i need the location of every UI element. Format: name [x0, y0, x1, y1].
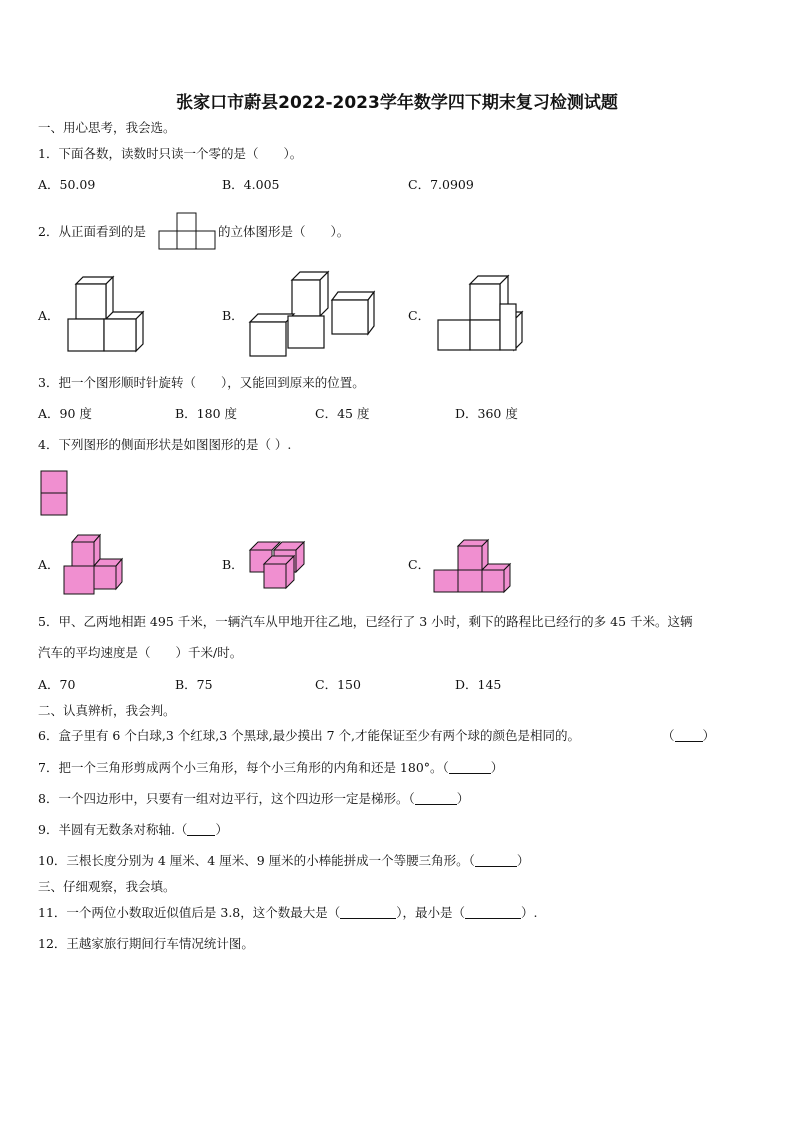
question-2-stem-before: 2．从正面看到的是 — [38, 224, 146, 239]
q1-option-c[interactable]: C．7.0909 — [408, 177, 474, 192]
question-5-stem-line2: 汽车的平均速度是（ ）千米/时。 — [38, 645, 243, 660]
question-3-stem: 3．把一个图形顺时针旋转（ ），又能回到原来的位置。 — [38, 375, 365, 390]
q2-option-c[interactable]: C． — [408, 308, 431, 323]
question-11-text: 11．一个两位小数取近似值后是 3.8，这个数最大是（ ），最小是（ ）. — [38, 905, 538, 920]
page-title: 张家口市蔚县2022-2023学年数学四下期末复习检测试题 — [176, 93, 618, 113]
q7-answer-blank[interactable] — [449, 761, 491, 774]
q6-answer-blank[interactable]: （ ） — [662, 728, 716, 743]
q4-option-b[interactable]: B． — [222, 557, 244, 572]
front-view-figure — [158, 212, 216, 250]
q2-cube-figure-a[interactable] — [66, 276, 146, 354]
question-1-stem: 1．下面各数，读数时只读一个零的是（ ）。 — [38, 146, 303, 161]
q3-option-a[interactable]: A．90 度 — [38, 406, 92, 421]
question-2-stem-after: 的立体图形是（ ）。 — [218, 224, 350, 239]
question-4-stem: 4．下列图形的侧面形状是如图图形的是（ ）. — [38, 437, 292, 452]
q4-option-c[interactable]: C． — [408, 557, 431, 572]
section-1-heading: 一、用心思考，我会选。 — [38, 120, 176, 135]
q5-option-b[interactable]: B．75 — [175, 677, 213, 692]
q4-cube-figure-a[interactable] — [62, 532, 128, 598]
q10-answer-blank[interactable] — [475, 854, 517, 867]
q2-option-a[interactable]: A． — [38, 308, 60, 323]
q3-option-c[interactable]: C．45 度 — [315, 406, 370, 421]
q2-option-b[interactable]: B． — [222, 308, 244, 323]
q4-option-a[interactable]: A． — [38, 557, 60, 572]
question-6-text: 6．盒子里有 6 个白球,3 个红球,3 个黑球,最少摸出 7 个,才能保证至少有两个球的颜色是相同的。 — [38, 728, 580, 743]
q5-option-a[interactable]: A．70 — [38, 677, 76, 692]
q4-cube-figure-c[interactable] — [432, 538, 512, 596]
q3-option-d[interactable]: D．360 度 — [455, 406, 518, 421]
question-10-text: 10．三根长度分别为 4 厘米、4 厘米、9 厘米的小棒能拼成一个等腰三角形。（ ） — [38, 853, 530, 868]
question-12-text: 12．王越家旅行期间行车情况统计图。 — [38, 936, 254, 951]
q11-max-blank[interactable] — [340, 906, 396, 919]
question-9-text: 9．半圆有无数条对称轴.（ ） — [38, 822, 228, 837]
section-3-heading: 三、仔细观察，我会填。 — [38, 879, 176, 894]
q3-option-b[interactable]: B．180 度 — [175, 406, 238, 421]
question-7-text: 7．把一个三角形剪成两个小三角形，每个小三角形的内角和还是 180°。（ ） — [38, 760, 504, 775]
q1-option-b[interactable]: B．4.005 — [222, 177, 280, 192]
q5-option-c[interactable]: C．150 — [315, 677, 361, 692]
q11-min-blank[interactable] — [465, 906, 521, 919]
q1-option-a[interactable]: A．50.09 — [38, 177, 96, 192]
q5-option-d[interactable]: D．145 — [455, 677, 502, 692]
q9-answer-blank[interactable] — [187, 823, 215, 836]
q2-cube-figure-b[interactable] — [248, 270, 378, 358]
q4-cube-figure-b[interactable] — [246, 540, 308, 592]
side-view-figure — [40, 470, 68, 516]
q2-cube-figure-c[interactable] — [436, 274, 526, 354]
question-8-text: 8．一个四边形中，只要有一组对边平行，这个四边形一定是梯形。（ ） — [38, 791, 470, 806]
section-2-heading: 二、认真辨析，我会判。 — [38, 703, 176, 718]
question-5-stem-line1: 5．甲、乙两地相距 495 千米，一辆汽车从甲地开往乙地，已经行了 3 小时，剩下的路程比已经行的多 45 千米。这辆 — [38, 614, 693, 629]
q8-answer-blank[interactable] — [415, 792, 457, 805]
